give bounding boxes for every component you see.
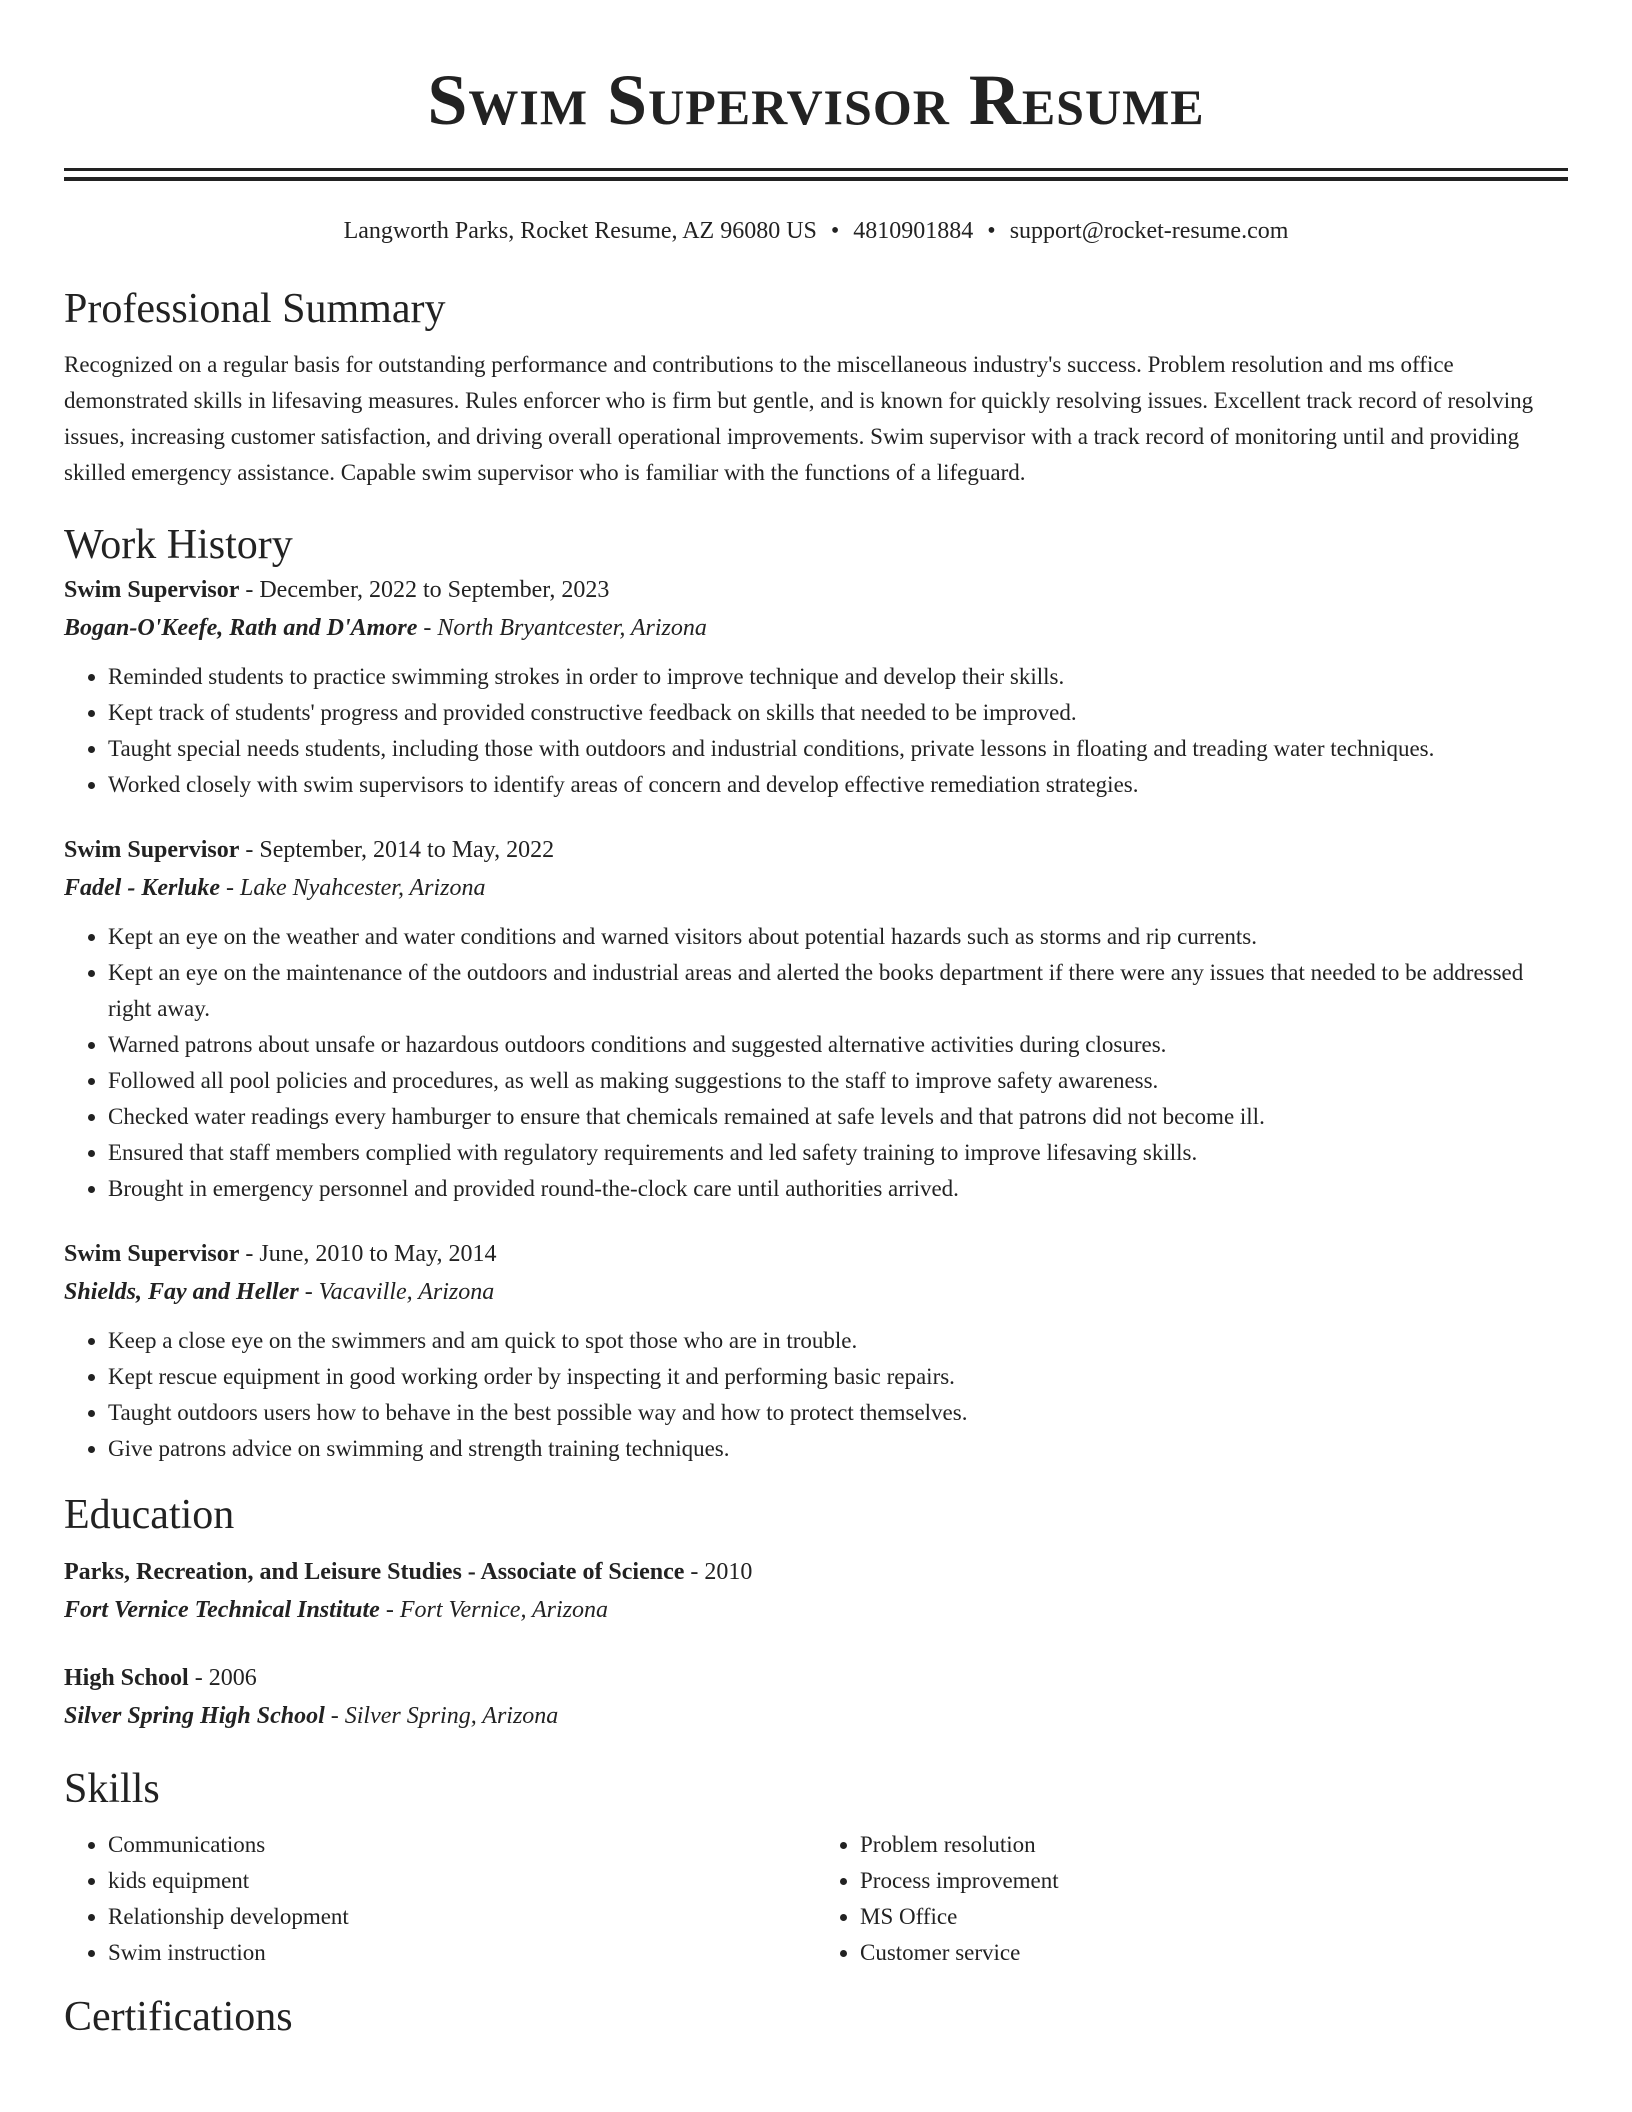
skill-item: • Process improvement [860, 1863, 1568, 1899]
contact-separator: • [987, 218, 996, 244]
job-entry [64, 831, 1568, 1207]
job-role: Swim Supervisor [64, 837, 240, 863]
job-duty: • Warned patrons about unsafe or hazardous outdoors conditions and suggested alternative activities during closures. [108, 1027, 1568, 1063]
skills-heading: Skills [64, 1766, 160, 1812]
job-location: - North Bryantcester, Arizona [417, 615, 707, 641]
education-entry [64, 1553, 1568, 1629]
job-dates: - June, 2010 to May, 2014 [239, 1241, 497, 1267]
skills-column-left [64, 1827, 816, 1971]
job-duty: • Give patrons advice on swimming and strength training techniques. [108, 1431, 1568, 1467]
education-school-line [64, 1697, 1568, 1735]
education-header [64, 1659, 1568, 1697]
summary-heading: Professional Summary [64, 286, 446, 332]
job-dates: - December, 2022 to September, 2023 [239, 577, 610, 603]
skill-item: • kids equipment [108, 1863, 816, 1899]
job-dates: - September, 2014 to May, 2022 [239, 837, 555, 863]
job-role: Swim Supervisor [64, 1241, 240, 1267]
job-header [64, 571, 1568, 609]
education-entry [64, 1659, 1568, 1735]
education-school-line [64, 1591, 1568, 1629]
title-divider-bottom [64, 177, 1568, 181]
work-history-heading: Work History [64, 522, 293, 568]
summary-text: Recognized on a regular basis for outstanding performance and contributions to the miscellaneous industry's success. Problem resolution and ms office demonstrated skills in lifesaving measures. Rules enforcer who is firm but gentle, and is known for quickly resolving issues. Excellent track record of resolving issues, increasing customer satisfaction, and driving overall operational improvements. Swim supervisor with a track record of monitoring until and providing skilled emergency assistance. Capable swim supervisor who is familiar with the functions of a lifeguard. [64, 352, 1534, 485]
job-duty: • Worked closely with swim supervisors to identify areas of concern and develop effective remediation strategies. [108, 767, 1568, 803]
job-employer-line [64, 1273, 1568, 1311]
job-duty: • Kept track of students' progress and provided constructive feedback on skills that needed to be improved. [108, 695, 1568, 731]
certifications-heading: Certifications [64, 1994, 293, 2040]
education-degree: Parks, Recreation, and Leisure Studies - Associate of Science [64, 1559, 685, 1585]
job-location: - Lake Nyahcester, Arizona [220, 875, 486, 901]
skill-item: • Communications [108, 1827, 816, 1863]
education-location: - Fort Vernice, Arizona [379, 1597, 609, 1623]
job-header [64, 1235, 1568, 1273]
skills-list [64, 1827, 1568, 1971]
job-duty: • Taught special needs students, including those with outdoors and industrial conditions, private lessons in floating and treading water techniques. [108, 731, 1568, 767]
contact-line [64, 215, 1568, 247]
skill-item: • Relationship development [108, 1899, 816, 1935]
education-location: - Silver Spring, Arizona [324, 1703, 559, 1729]
skill-item: • Problem resolution [860, 1827, 1568, 1863]
education-header [64, 1553, 1568, 1591]
job-duty: • Brought in emergency personnel and provided round-the-clock care until authorities arrived. [108, 1171, 1568, 1207]
job-duty: • Followed all pool policies and procedures, as well as making suggestions to the staff to improve safety awareness. [108, 1063, 1568, 1099]
skill-item: • Swim instruction [108, 1935, 816, 1971]
job-header [64, 831, 1568, 869]
skill-item: • Customer service [860, 1935, 1568, 1971]
education-year: - 2006 [188, 1665, 257, 1691]
job-duty: • Kept an eye on the maintenance of the outdoors and industrial areas and alerted the books department if there were any issues that needed to be addressed right away. [108, 955, 1568, 1027]
education-school: Fort Vernice Technical Institute [64, 1597, 380, 1623]
contact-email: support@rocket-resume.com [1009, 218, 1289, 244]
job-duties [64, 1323, 1568, 1467]
skill-item: • MS Office [860, 1899, 1568, 1935]
education-degree: High School [64, 1665, 189, 1691]
education-heading: Education [64, 1492, 235, 1538]
education-year: - 2010 [684, 1559, 753, 1585]
skills-column-right [816, 1827, 1568, 1971]
job-duties [64, 659, 1568, 803]
education-school: Silver Spring High School [64, 1703, 325, 1729]
contact-phone: 4810901884 [853, 218, 974, 244]
job-employer: Fadel - Kerluke [64, 875, 220, 901]
job-duties [64, 919, 1568, 1207]
job-duty: • Taught outdoors users how to behave in the best possible way and how to protect themselves. [108, 1395, 1568, 1431]
job-employer-line [64, 609, 1568, 647]
contact-separator: • [830, 218, 840, 244]
resume-title: Swim Supervisor Resume [427, 60, 1205, 140]
job-duty: • Keep a close eye on the swimmers and am quick to spot those who are in trouble. [108, 1323, 1568, 1359]
job-location: - Vacaville, Arizona [298, 1279, 495, 1305]
job-entry [64, 1235, 1568, 1467]
job-duty: • Kept rescue equipment in good working order by inspecting it and performing basic repairs. [108, 1359, 1568, 1395]
title-divider-top [64, 168, 1568, 171]
job-role: Swim Supervisor [64, 577, 240, 603]
contact-address: Langworth Parks, Rocket Resume, AZ 96080 US [343, 218, 817, 244]
job-employer: Bogan-O'Keefe, Rath and D'Amore [64, 615, 418, 641]
job-duty: • Reminded students to practice swimming strokes in order to improve technique and develop their skills. [108, 659, 1568, 695]
job-duty: • Ensured that staff members complied with regulatory requirements and led safety training to improve lifesaving skills. [108, 1135, 1568, 1171]
job-entry [64, 571, 1568, 803]
job-duty: • Kept an eye on the weather and water conditions and warned visitors about potential hazards such as storms and rip currents. [108, 919, 1568, 955]
job-duty: • Checked water readings every hamburger to ensure that chemicals remained at safe levels and that patrons did not become ill. [108, 1099, 1568, 1135]
job-employer-line [64, 869, 1568, 907]
job-employer: Shields, Fay and Heller [64, 1279, 299, 1305]
